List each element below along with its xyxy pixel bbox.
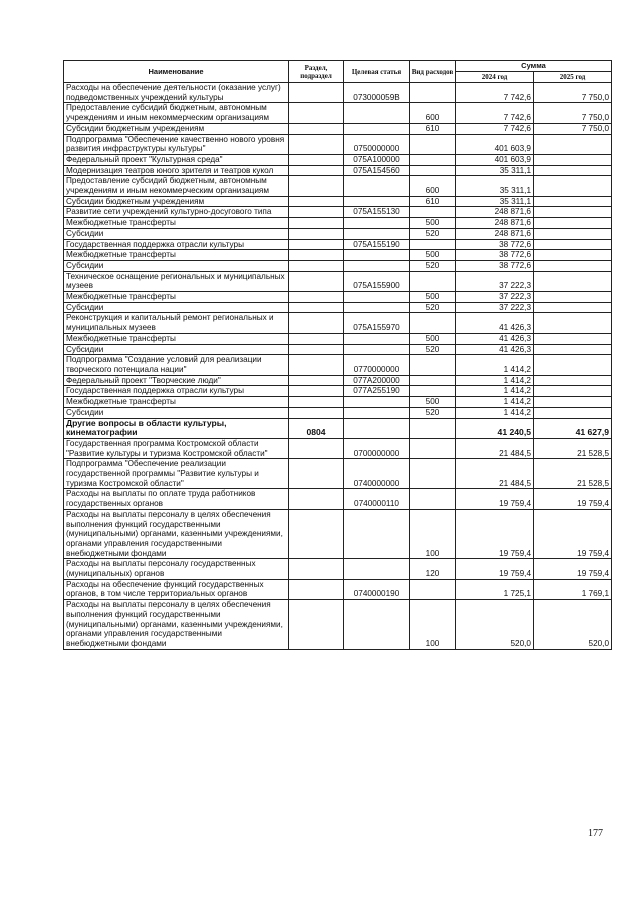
row-section-cell (289, 239, 344, 250)
row-sum-2024-cell: 1 414,2 (456, 355, 534, 375)
row-name-cell: Предоставление субсидий бюджетным, автономным учреждениям и иным некоммерческим организациям (64, 176, 289, 196)
row-sum-2024-cell: 248 871,6 (456, 218, 534, 229)
row-article-cell (344, 600, 410, 650)
header-section: Раздел, подраздел (289, 61, 344, 83)
row-sum-2024-cell: 520,0 (456, 600, 534, 650)
table-row (64, 218, 612, 229)
table-body (64, 83, 612, 650)
row-type-cell: 500 (410, 250, 456, 261)
row-name-cell: Расходы на выплаты персоналу в целях обеспечения выполнения функций государственными (муниципальными) органами, казенными учреждениями, органами управления государственными внебюджетными фондами (64, 600, 289, 650)
row-name-cell: Расходы на обеспечение деятельности (оказание услуг) подведомственных учреждений культуры (64, 83, 289, 103)
row-section-cell (289, 271, 344, 291)
row-section-cell (289, 83, 344, 103)
row-article-cell: 075А155190 (344, 239, 410, 250)
row-sum-2024-cell: 38 772,6 (456, 260, 534, 271)
row-sum-2024-cell: 41 426,3 (456, 313, 534, 333)
row-name-cell: Государственная поддержка отрасли культуры (64, 386, 289, 397)
row-type-cell (410, 271, 456, 291)
header-year-2024: 2024 год (456, 72, 534, 83)
row-sum-2025-cell: 520,0 (534, 600, 612, 650)
row-name-cell: Субсидии (64, 228, 289, 239)
row-type-cell: 500 (410, 397, 456, 408)
row-section-cell (289, 509, 344, 559)
table-row (64, 579, 612, 599)
row-name-cell: Субсидии (64, 407, 289, 418)
table-row (64, 292, 612, 303)
row-section-cell (289, 103, 344, 123)
table-row (64, 250, 612, 261)
row-sum-2025-cell (534, 333, 612, 344)
row-sum-2024-cell: 37 222,3 (456, 292, 534, 303)
row-article-cell (344, 103, 410, 123)
row-section-cell (289, 292, 344, 303)
row-sum-2024-cell: 19 759,4 (456, 509, 534, 559)
table-row (64, 165, 612, 176)
row-section-cell (289, 228, 344, 239)
row-article-cell (344, 218, 410, 229)
row-type-cell: 610 (410, 123, 456, 134)
row-sum-2024-cell: 401 603,9 (456, 134, 534, 154)
table-row (64, 239, 612, 250)
table-row (64, 123, 612, 134)
row-section-cell (289, 302, 344, 313)
row-article-cell: 075А155900 (344, 271, 410, 291)
row-name-cell: Расходы на выплаты по оплате труда работников государственных органов (64, 489, 289, 509)
row-section-cell (289, 260, 344, 271)
row-article-cell: 073000059В (344, 83, 410, 103)
row-type-cell: 100 (410, 600, 456, 650)
row-type-cell: 500 (410, 333, 456, 344)
row-type-cell: 600 (410, 103, 456, 123)
row-section-cell (289, 250, 344, 261)
row-sum-2024-cell: 7 742,6 (456, 83, 534, 103)
row-sum-2025-cell (534, 302, 612, 313)
row-name-cell: Государственная программа Костромской области "Развитие культуры и туризма Костромской области" (64, 438, 289, 458)
header-year-2025: 2025 год (534, 72, 612, 83)
row-sum-2024-cell: 41 240,5 (456, 418, 534, 438)
row-name-cell: Межбюджетные трансферты (64, 250, 289, 261)
table-row (64, 176, 612, 196)
table-row (64, 103, 612, 123)
row-sum-2024-cell: 1 414,2 (456, 386, 534, 397)
row-type-cell (410, 313, 456, 333)
row-type-cell: 500 (410, 218, 456, 229)
table-row (64, 344, 612, 355)
row-section-cell (289, 459, 344, 489)
row-sum-2025-cell: 19 759,4 (534, 509, 612, 559)
row-name-cell: Другие вопросы в области культуры, кинематографии (64, 418, 289, 438)
row-article-cell: 0740000110 (344, 489, 410, 509)
row-article-cell (344, 250, 410, 261)
row-section-cell (289, 489, 344, 509)
row-name-cell: Развитие сети учреждений культурно-досугового типа (64, 207, 289, 218)
table-row (64, 386, 612, 397)
row-sum-2024-cell: 1 414,2 (456, 397, 534, 408)
row-article-cell: 0750000000 (344, 134, 410, 154)
row-type-cell: 520 (410, 407, 456, 418)
row-type-cell: 520 (410, 260, 456, 271)
row-article-cell (344, 407, 410, 418)
row-sum-2025-cell (534, 207, 612, 218)
row-name-cell: Подпрограмма "Обеспечение реализации государственной программы "Развитие культуры и туризма Костромской области" (64, 459, 289, 489)
row-type-cell (410, 418, 456, 438)
table-row (64, 375, 612, 386)
header-type: Вид расходов (410, 61, 456, 83)
table-row (64, 407, 612, 418)
row-name-cell: Государственная поддержка отрасли культуры (64, 239, 289, 250)
row-sum-2025-cell (534, 292, 612, 303)
row-section-cell (289, 313, 344, 333)
header-sum: Сумма (456, 61, 612, 72)
row-sum-2024-cell: 1 414,2 (456, 407, 534, 418)
row-name-cell: Межбюджетные трансферты (64, 292, 289, 303)
row-section-cell (289, 134, 344, 154)
table-row (64, 438, 612, 458)
row-sum-2025-cell (534, 407, 612, 418)
row-article-cell (344, 333, 410, 344)
row-sum-2025-cell: 19 759,4 (534, 559, 612, 579)
row-sum-2025-cell (534, 218, 612, 229)
row-sum-2024-cell: 37 222,3 (456, 271, 534, 291)
row-sum-2025-cell (534, 154, 612, 165)
row-name-cell: Субсидии (64, 260, 289, 271)
row-type-cell (410, 375, 456, 386)
row-sum-2025-cell (534, 250, 612, 261)
row-section-cell (289, 438, 344, 458)
row-name-cell: Межбюджетные трансферты (64, 397, 289, 408)
row-section-cell (289, 333, 344, 344)
row-type-cell: 100 (410, 509, 456, 559)
row-article-cell (344, 292, 410, 303)
row-sum-2025-cell (534, 397, 612, 408)
row-article-cell: 075А100000 (344, 154, 410, 165)
row-sum-2025-cell (534, 271, 612, 291)
row-type-cell (410, 355, 456, 375)
row-sum-2024-cell: 7 742,6 (456, 103, 534, 123)
row-sum-2024-cell: 37 222,3 (456, 302, 534, 313)
row-section-cell (289, 344, 344, 355)
row-article-cell (344, 176, 410, 196)
row-section-cell (289, 154, 344, 165)
row-section-cell (289, 600, 344, 650)
row-name-cell: Расходы на выплаты персоналу в целях обеспечения выполнения функций государственными (муниципальными) органами, казенными учреждениями, органами управления государственными внебюджетными фондами (64, 509, 289, 559)
row-sum-2025-cell (534, 344, 612, 355)
row-name-cell: Расходы на обеспечение функций государственных органов, в том числе территориальных органов (64, 579, 289, 599)
row-section-cell (289, 123, 344, 134)
row-sum-2024-cell: 7 742,6 (456, 123, 534, 134)
row-article-cell (344, 123, 410, 134)
row-sum-2025-cell: 21 528,5 (534, 459, 612, 489)
table-row (64, 600, 612, 650)
row-section-cell (289, 397, 344, 408)
row-article-cell (344, 228, 410, 239)
row-type-cell: 520 (410, 344, 456, 355)
row-article-cell (344, 509, 410, 559)
row-section-cell (289, 579, 344, 599)
row-sum-2025-cell: 1 769,1 (534, 579, 612, 599)
table-row (64, 228, 612, 239)
header-article: Целевая статья (344, 61, 410, 83)
row-article-cell: 075А155130 (344, 207, 410, 218)
row-name-cell: Техническое оснащение региональных и муниципальных музеев (64, 271, 289, 291)
budget-table (63, 60, 612, 650)
row-article-cell: 075А154560 (344, 165, 410, 176)
table-row (64, 559, 612, 579)
row-type-cell (410, 579, 456, 599)
row-sum-2024-cell: 1 414,2 (456, 375, 534, 386)
table-row (64, 154, 612, 165)
row-article-cell: 0740000000 (344, 459, 410, 489)
row-name-cell: Межбюджетные трансферты (64, 218, 289, 229)
row-article-cell (344, 559, 410, 579)
row-sum-2025-cell (534, 134, 612, 154)
row-sum-2024-cell: 19 759,4 (456, 559, 534, 579)
row-sum-2024-cell: 35 311,1 (456, 176, 534, 196)
row-section-cell (289, 407, 344, 418)
row-type-cell: 120 (410, 559, 456, 579)
table-row (64, 489, 612, 509)
row-sum-2024-cell: 35 311,1 (456, 196, 534, 207)
page-number: 177 (588, 828, 603, 839)
row-article-cell (344, 344, 410, 355)
row-type-cell: 520 (410, 302, 456, 313)
row-sum-2025-cell: 19 759,4 (534, 489, 612, 509)
row-sum-2025-cell: 21 528,5 (534, 438, 612, 458)
row-name-cell: Подпрограмма "Обеспечение качественно нового уровня развития инфраструктуры культуры" (64, 134, 289, 154)
row-type-cell (410, 239, 456, 250)
row-type-cell (410, 207, 456, 218)
row-article-cell (344, 260, 410, 271)
row-type-cell (410, 386, 456, 397)
row-name-cell: Подпрограмма "Создание условий для реализации творческого потенциала нации" (64, 355, 289, 375)
table-row (64, 83, 612, 103)
table-row (64, 302, 612, 313)
row-article-cell: 0770000000 (344, 355, 410, 375)
row-name-cell: Реконструкция и капитальный ремонт региональных и муниципальных музеев (64, 313, 289, 333)
row-article-cell: 075А155970 (344, 313, 410, 333)
row-article-cell (344, 302, 410, 313)
row-sum-2025-cell (534, 176, 612, 196)
row-article-cell: 077А200000 (344, 375, 410, 386)
row-type-cell (410, 134, 456, 154)
row-article-cell: 077А255190 (344, 386, 410, 397)
header-name: Наименование (64, 61, 289, 83)
row-name-cell: Субсидии бюджетным учреждениям (64, 196, 289, 207)
table-row (64, 355, 612, 375)
row-sum-2024-cell: 41 426,3 (456, 344, 534, 355)
row-sum-2025-cell: 7 750,0 (534, 123, 612, 134)
row-sum-2024-cell: 21 484,5 (456, 459, 534, 489)
row-name-cell: Межбюджетные трансферты (64, 333, 289, 344)
row-article-cell (344, 196, 410, 207)
row-type-cell (410, 459, 456, 489)
row-name-cell: Субсидии (64, 302, 289, 313)
row-name-cell: Предоставление субсидий бюджетным, автономным учреждениям и иным некоммерческим организациям (64, 103, 289, 123)
row-sum-2024-cell: 21 484,5 (456, 438, 534, 458)
row-article-cell (344, 418, 410, 438)
row-type-cell (410, 154, 456, 165)
row-name-cell: Расходы на выплаты персоналу государственных (муниципальных) органов (64, 559, 289, 579)
row-sum-2025-cell (534, 239, 612, 250)
row-sum-2025-cell: 7 750,0 (534, 103, 612, 123)
budget-table-container (63, 60, 611, 650)
row-name-cell: Субсидии бюджетным учреждениям (64, 123, 289, 134)
row-type-cell (410, 83, 456, 103)
row-sum-2024-cell: 401 603,9 (456, 154, 534, 165)
row-sum-2024-cell: 41 426,3 (456, 333, 534, 344)
row-name-cell: Модернизация театров юного зрителя и театров кукол (64, 165, 289, 176)
row-type-cell: 600 (410, 176, 456, 196)
row-section-cell (289, 196, 344, 207)
row-sum-2025-cell (534, 196, 612, 207)
row-section-cell (289, 355, 344, 375)
row-name-cell: Субсидии (64, 344, 289, 355)
table-row (64, 509, 612, 559)
row-section-cell (289, 176, 344, 196)
row-sum-2024-cell: 19 759,4 (456, 489, 534, 509)
row-sum-2025-cell (534, 228, 612, 239)
row-sum-2025-cell (534, 386, 612, 397)
row-sum-2025-cell: 41 627,9 (534, 418, 612, 438)
row-type-cell: 500 (410, 292, 456, 303)
row-type-cell: 610 (410, 196, 456, 207)
row-section-cell (289, 165, 344, 176)
row-sum-2025-cell (534, 313, 612, 333)
row-sum-2024-cell: 248 871,6 (456, 228, 534, 239)
row-sum-2024-cell: 35 311,1 (456, 165, 534, 176)
table-row (64, 459, 612, 489)
row-sum-2024-cell: 1 725,1 (456, 579, 534, 599)
row-article-cell: 0740000190 (344, 579, 410, 599)
row-article-cell (344, 397, 410, 408)
table-row (64, 271, 612, 291)
row-section-cell (289, 207, 344, 218)
row-sum-2025-cell: 7 750,0 (534, 83, 612, 103)
table-row (64, 397, 612, 408)
row-type-cell: 520 (410, 228, 456, 239)
table-row (64, 418, 612, 438)
row-section-cell (289, 375, 344, 386)
table-row (64, 196, 612, 207)
row-type-cell (410, 165, 456, 176)
row-name-cell: Федеральный проект "Творческие люди" (64, 375, 289, 386)
row-sum-2025-cell (534, 355, 612, 375)
row-name-cell: Федеральный проект "Культурная среда" (64, 154, 289, 165)
row-type-cell (410, 438, 456, 458)
row-sum-2025-cell (534, 375, 612, 386)
table-row (64, 134, 612, 154)
table-row (64, 207, 612, 218)
table-row (64, 313, 612, 333)
row-sum-2024-cell: 248 871,6 (456, 207, 534, 218)
row-article-cell: 0700000000 (344, 438, 410, 458)
row-section-cell (289, 559, 344, 579)
row-type-cell (410, 489, 456, 509)
row-section-cell (289, 386, 344, 397)
row-sum-2025-cell (534, 165, 612, 176)
row-section-cell: 0804 (289, 418, 344, 438)
header-row-1 (64, 61, 612, 72)
row-sum-2025-cell (534, 260, 612, 271)
table-row (64, 333, 612, 344)
row-sum-2024-cell: 38 772,6 (456, 250, 534, 261)
row-section-cell (289, 218, 344, 229)
row-sum-2024-cell: 38 772,6 (456, 239, 534, 250)
table-row (64, 260, 612, 271)
